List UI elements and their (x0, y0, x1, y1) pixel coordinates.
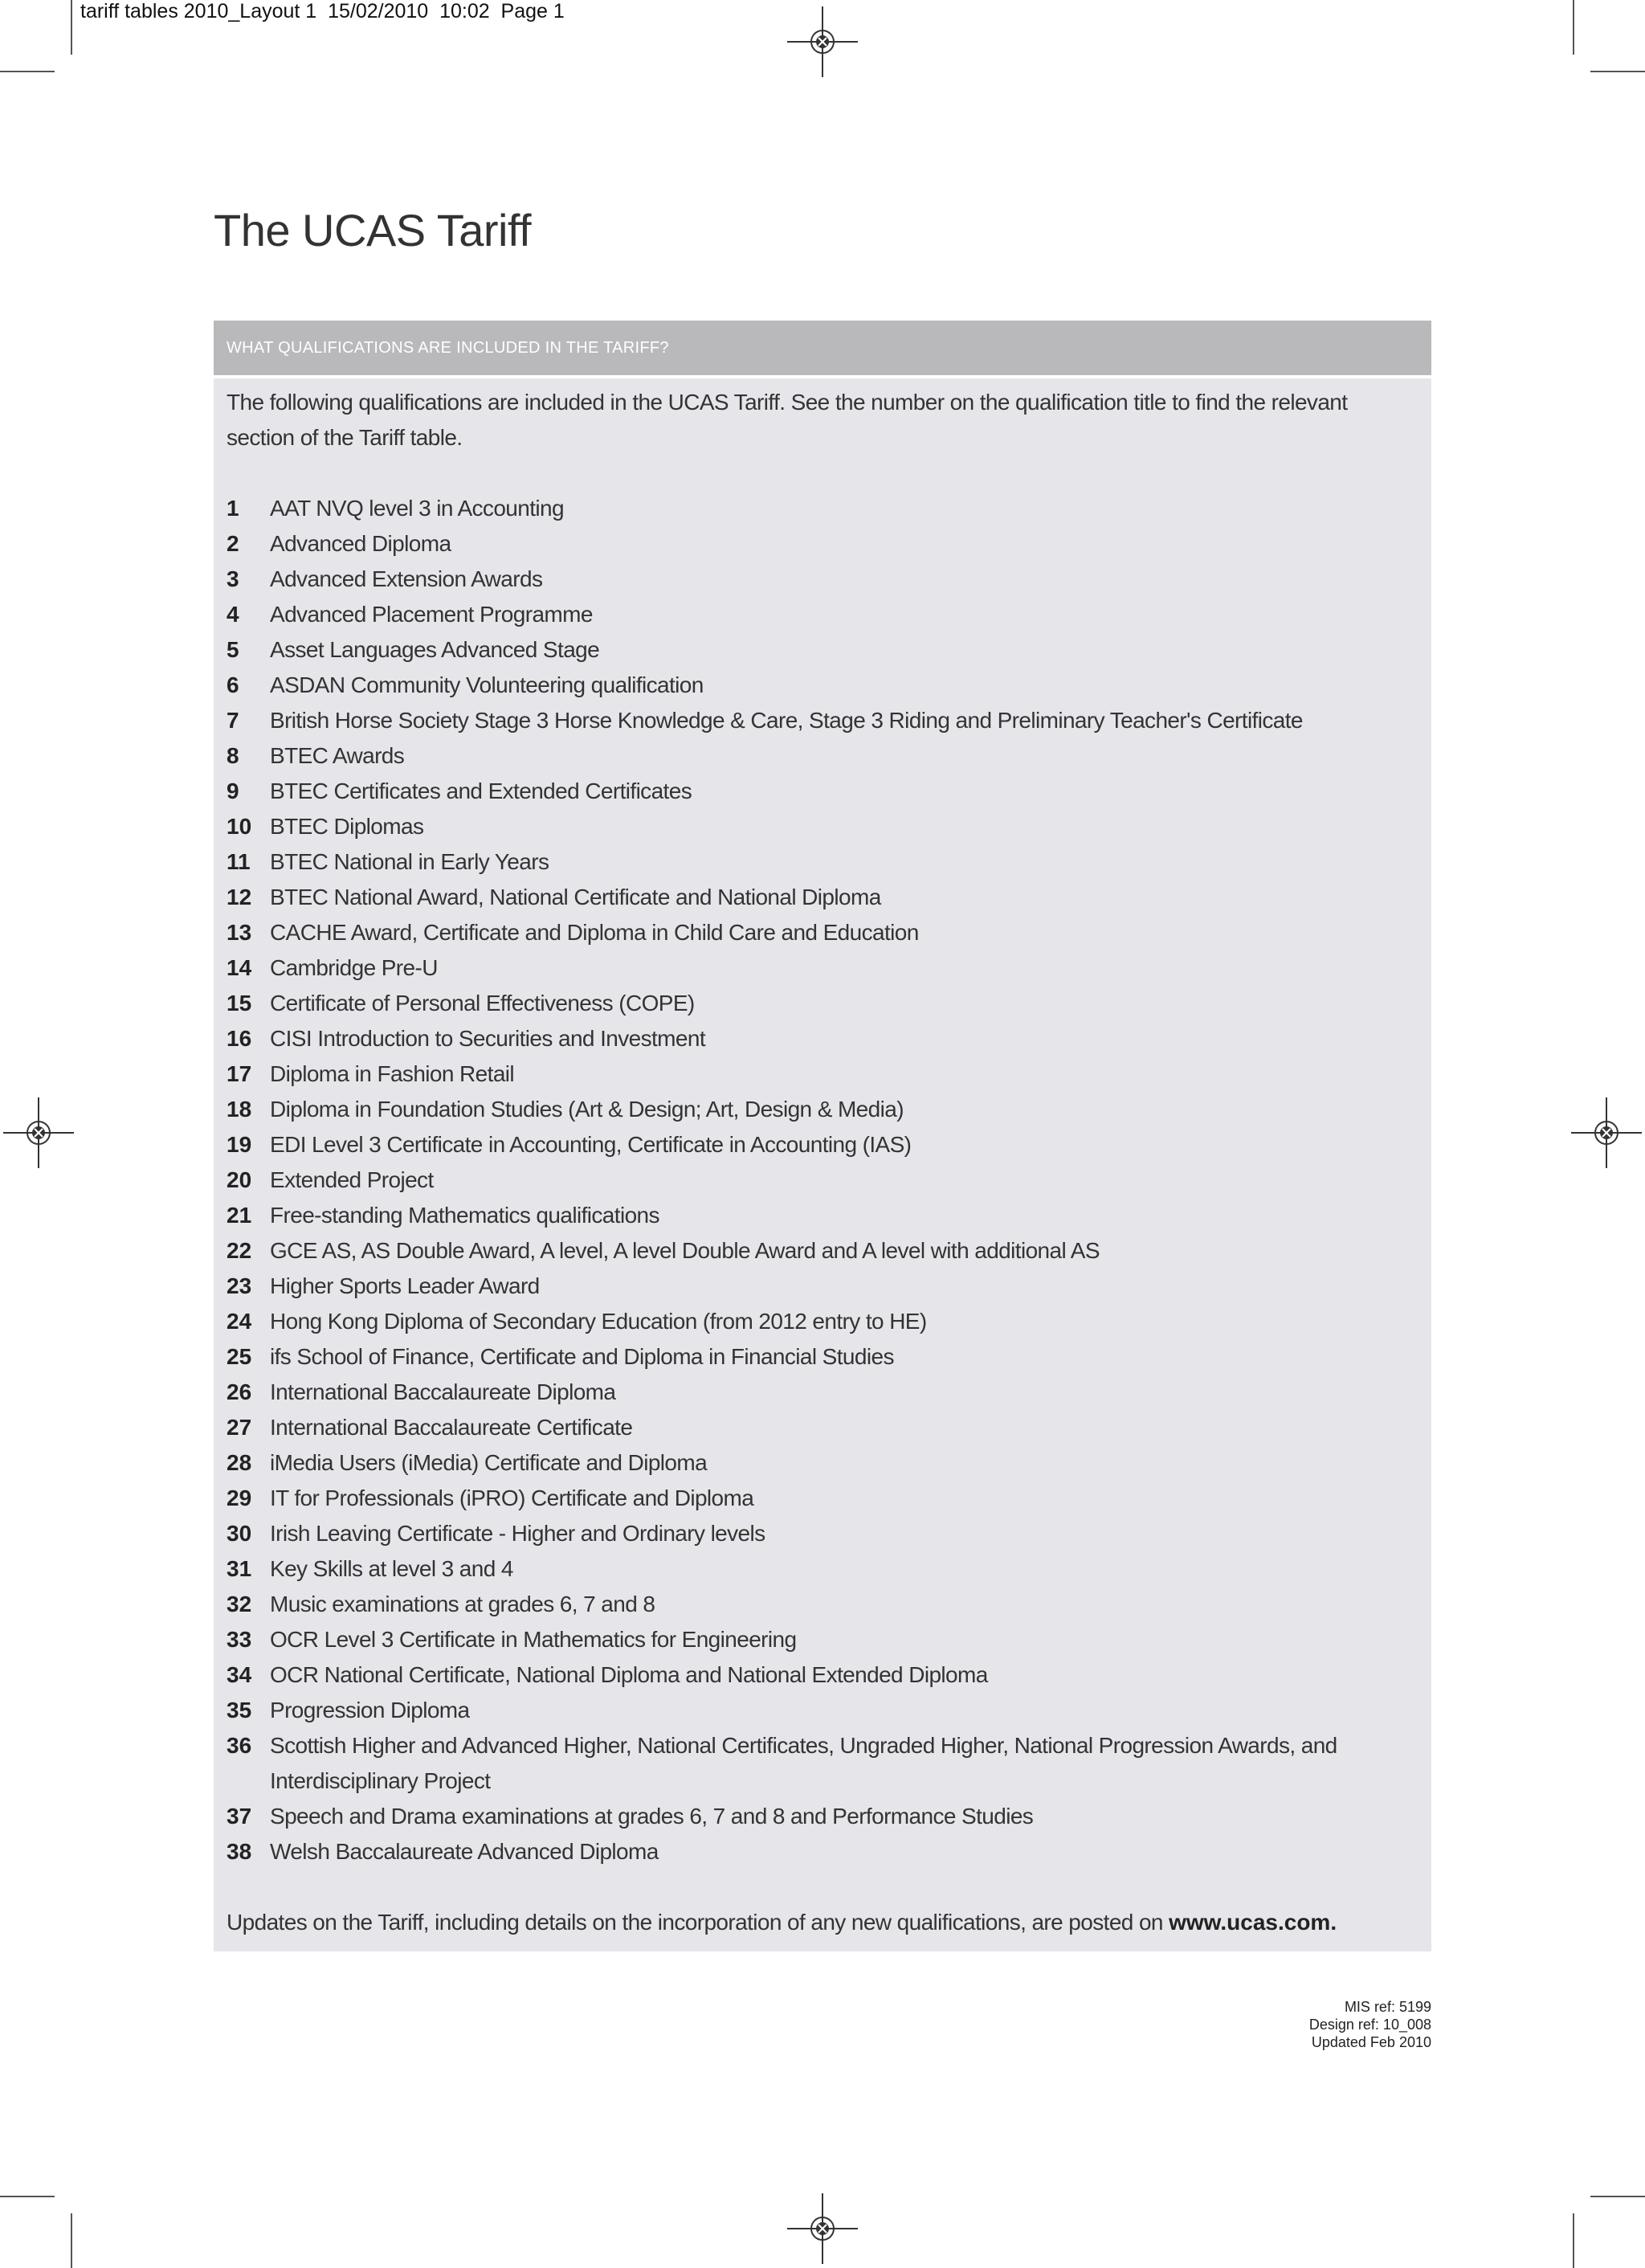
qualification-name: Advanced Extension Awards (270, 566, 543, 591)
crop-mark-top-right-horizontal (1590, 71, 1645, 72)
qualification-number: 31 (227, 1556, 252, 1581)
qualification-name: CISI Introduction to Securities and Investment (270, 1026, 706, 1051)
list-item (227, 1481, 1418, 1516)
qualification-name: Extended Project (270, 1167, 434, 1192)
list-item (227, 491, 1418, 526)
crop-mark-bottom-left-vertical (71, 2213, 72, 2268)
list-item (227, 1516, 1418, 1551)
registration-mark-left-icon (3, 1097, 74, 1168)
list-item (227, 1622, 1418, 1657)
qualification-list (227, 491, 1418, 1870)
qualification-name: International Baccalaureate Diploma (270, 1379, 616, 1404)
list-item (227, 774, 1418, 809)
ucas-website-link[interactable]: www.ucas.com. (1169, 1910, 1337, 1935)
qualification-number: 20 (227, 1167, 252, 1192)
qualification-name: iMedia Users (iMedia) Certificate and Diploma (270, 1450, 708, 1475)
qualification-name: Diploma in Fashion Retail (270, 1061, 515, 1086)
registration-mark-bottom-icon (787, 2193, 858, 2264)
qualification-number: 14 (227, 955, 252, 980)
list-item (227, 915, 1418, 950)
list-item (227, 809, 1418, 844)
qualification-number: 13 (227, 920, 252, 945)
qualification-number: 2 (227, 531, 239, 556)
qualification-name: CACHE Award, Certificate and Diploma in Child Care and Education (270, 920, 919, 945)
updates-paragraph (227, 1905, 1418, 1940)
qualification-name: Advanced Diploma (270, 531, 451, 556)
list-item (227, 703, 1418, 738)
list-item (227, 1587, 1418, 1622)
qualification-number: 4 (227, 602, 239, 627)
list-item (227, 880, 1418, 915)
qualification-number: 3 (227, 566, 239, 591)
list-item (227, 844, 1418, 880)
list-item (227, 1021, 1418, 1056)
qualification-number: 10 (227, 814, 252, 839)
qualification-number: 22 (227, 1238, 252, 1263)
qualification-number: 8 (227, 743, 239, 768)
registration-mark-top-icon (787, 6, 858, 77)
list-item (227, 1127, 1418, 1163)
qualification-name: Cambridge Pre-U (270, 955, 438, 980)
qualification-name: BTEC National Award, National Certificate and National Diploma (270, 885, 881, 909)
qualification-number: 28 (227, 1450, 252, 1475)
list-item (227, 668, 1418, 703)
qualification-name: BTEC Diplomas (270, 814, 424, 839)
qualification-number: 37 (227, 1804, 252, 1829)
qualification-name: EDI Level 3 Certificate in Accounting, Certificate in Accounting (IAS) (270, 1132, 912, 1157)
list-item (227, 1056, 1418, 1092)
qualification-number: 26 (227, 1379, 252, 1404)
mis-ref: MIS ref: 5199 (1344, 1999, 1431, 2015)
updated-date: Updated Feb 2010 (1311, 2034, 1431, 2050)
list-item (227, 1269, 1418, 1304)
qualification-name: BTEC National in Early Years (270, 849, 549, 874)
list-item (227, 1304, 1418, 1339)
list-item (227, 1163, 1418, 1198)
qualification-name: AAT NVQ level 3 in Accounting (270, 496, 564, 521)
list-item (227, 1693, 1418, 1728)
list-item (227, 526, 1418, 562)
list-item (227, 1375, 1418, 1410)
qualification-number: 7 (227, 708, 239, 733)
crop-mark-bottom-right-horizontal (1590, 2196, 1645, 2197)
qualification-name: British Horse Society Stage 3 Horse Knowledge & Care, Stage 3 Riding and Preliminary Teacher's Certificate (270, 708, 1303, 733)
qualification-number: 30 (227, 1521, 252, 1546)
qualification-name: Key Skills at level 3 and 4 (270, 1556, 513, 1581)
qualification-number: 27 (227, 1415, 252, 1440)
list-item (227, 986, 1418, 1021)
intro-paragraph: The following qualifications are included in the UCAS Tariff. See the number on the qualification title to find the relevant section of the Tariff table. (227, 390, 1348, 450)
qualification-number: 23 (227, 1273, 252, 1298)
qualification-name: Welsh Baccalaureate Advanced Diploma (270, 1839, 659, 1864)
qualification-name: Music examinations at grades 6, 7 and 8 (270, 1592, 655, 1616)
qualification-number: 12 (227, 885, 252, 909)
list-item (227, 1445, 1418, 1481)
qualification-number: 9 (227, 778, 239, 803)
qualification-name: Free-standing Mathematics qualifications (270, 1203, 659, 1228)
qualification-name: OCR Level 3 Certificate in Mathematics for Engineering (270, 1627, 797, 1652)
qualification-number: 11 (227, 849, 251, 874)
qualification-name: Speech and Drama examinations at grades 6, 7 and 8 and Performance Studies (270, 1804, 1034, 1829)
qualification-number: 33 (227, 1627, 252, 1652)
crop-mark-top-left-horizontal (0, 71, 55, 72)
qualification-name: Certificate of Personal Effectiveness (COPE) (270, 991, 695, 1015)
qualification-name: ifs School of Finance, Certificate and Diploma in Financial Studies (270, 1344, 894, 1369)
qualification-name: Diploma in Foundation Studies (Art & Design; Art, Design & Media) (270, 1097, 904, 1122)
panel-header: WHAT QUALIFICATIONS ARE INCLUDED IN THE TARIFF? (214, 321, 1431, 375)
qualification-number: 32 (227, 1592, 252, 1616)
list-item (227, 1657, 1418, 1693)
list-item (227, 562, 1418, 597)
qualification-number: 5 (227, 637, 239, 662)
qualification-number: 25 (227, 1344, 252, 1369)
crop-mark-bottom-left-horizontal (0, 2196, 55, 2197)
qualification-name: Scottish Higher and Advanced Higher, National Certificates, Ungraded Higher, National Progression Awards, and Interdisciplinary Project (270, 1733, 1337, 1793)
qualification-name: Progression Diploma (270, 1698, 470, 1722)
qualification-number: 36 (227, 1733, 252, 1758)
qualification-name: ASDAN Community Volunteering qualification (270, 672, 704, 697)
qualification-name: OCR National Certificate, National Diploma and National Extended Diploma (270, 1662, 988, 1687)
panel-body (214, 378, 1431, 1951)
qualification-name: Hong Kong Diploma of Secondary Education (from 2012 entry to HE) (270, 1309, 927, 1334)
qualifications-panel (214, 321, 1431, 1951)
qualification-name: Irish Leaving Certificate - Higher and Ordinary levels (270, 1521, 765, 1546)
page-title: The UCAS Tariff (214, 205, 532, 255)
list-item (227, 1339, 1418, 1375)
list-item (227, 1198, 1418, 1233)
qualification-number: 6 (227, 672, 239, 697)
list-item (227, 1410, 1418, 1445)
crop-mark-bottom-right-vertical (1573, 2213, 1574, 2268)
qualification-number: 1 (227, 496, 239, 521)
qualification-number: 38 (227, 1839, 252, 1864)
list-item (227, 1551, 1418, 1587)
updates-text: Updates on the Tariff, including details on the incorporation of any new qualifications, are posted on (227, 1910, 1169, 1935)
qualification-number: 29 (227, 1485, 252, 1510)
qualification-name: Higher Sports Leader Award (270, 1273, 540, 1298)
qualification-number: 21 (227, 1203, 252, 1228)
crop-mark-top-right-vertical (1573, 0, 1574, 55)
registration-mark-right-icon (1571, 1097, 1642, 1168)
qualification-name: International Baccalaureate Certificate (270, 1415, 633, 1440)
list-item (227, 632, 1418, 668)
qualification-number: 35 (227, 1698, 252, 1722)
qualification-name: GCE AS, AS Double Award, A level, A level Double Award and A level with additional AS (270, 1238, 1100, 1263)
qualification-number: 18 (227, 1097, 252, 1122)
list-item (227, 738, 1418, 774)
qualification-number: 24 (227, 1309, 252, 1334)
qualification-name: BTEC Awards (270, 743, 405, 768)
qualification-number: 15 (227, 991, 252, 1015)
reference-block (1309, 1998, 1431, 2051)
qualification-number: 34 (227, 1662, 252, 1687)
list-item (227, 1092, 1418, 1127)
design-ref: Design ref: 10_008 (1308, 2017, 1431, 2033)
list-item (227, 1799, 1418, 1834)
qualification-number: 16 (227, 1026, 252, 1051)
list-item (227, 1834, 1418, 1870)
list-item (227, 1233, 1418, 1269)
qualification-name: Asset Languages Advanced Stage (270, 637, 600, 662)
crop-mark-top-left-vertical (71, 0, 72, 55)
qualification-number: 19 (227, 1132, 252, 1157)
qualification-name: Advanced Placement Programme (270, 602, 593, 627)
list-item (227, 597, 1418, 632)
qualification-name: BTEC Certificates and Extended Certificates (270, 778, 692, 803)
list-item (227, 1728, 1418, 1799)
print-slug-line: tariff tables 2010_Layout 1 15/02/2010 10:02 Page 1 (80, 0, 565, 22)
list-item (227, 950, 1418, 986)
qualification-number: 17 (227, 1061, 252, 1086)
qualification-name: IT for Professionals (iPRO) Certificate and Diploma (270, 1485, 754, 1510)
